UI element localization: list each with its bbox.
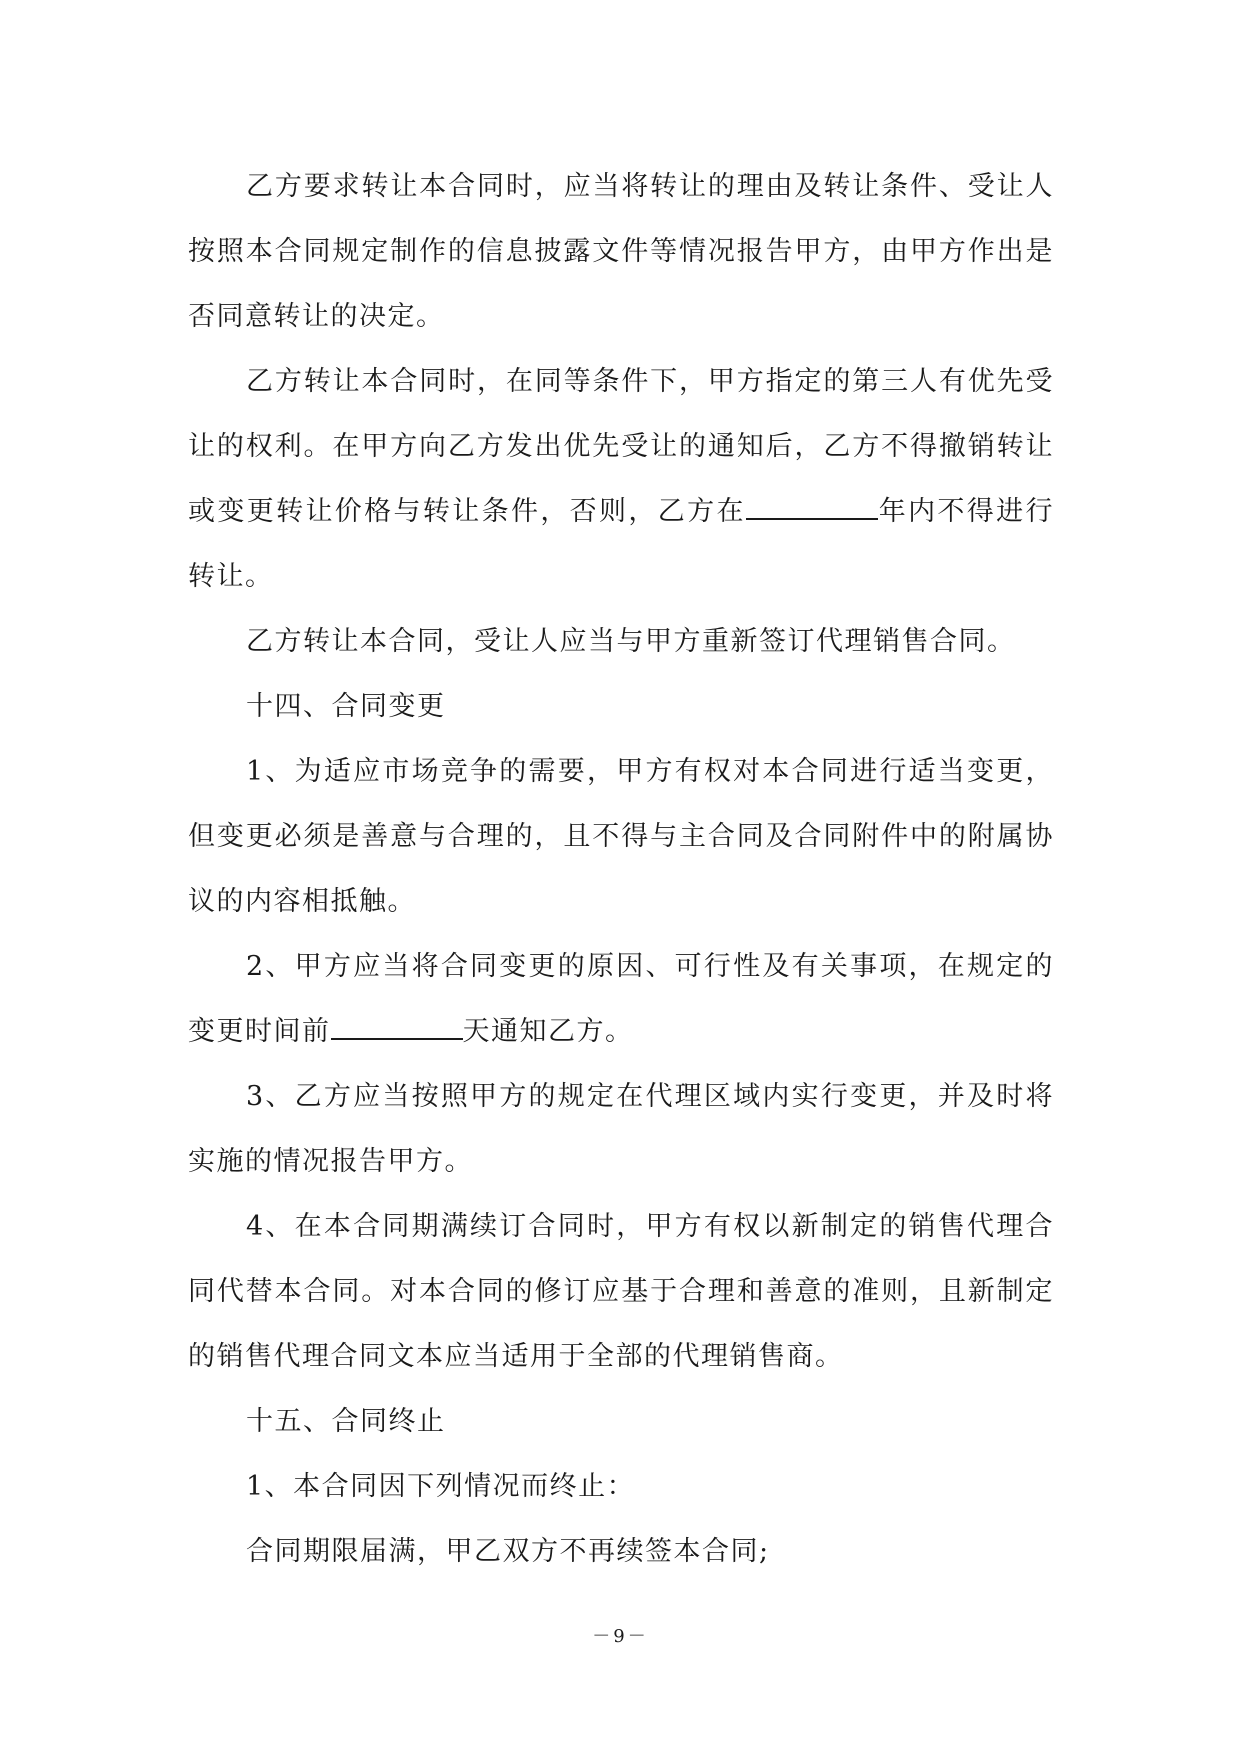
clause-change-2-tail: 天通知乙方。 [462, 1016, 634, 1047]
paragraph-priority-transfer-tail: 年内不得进行转让。 [188, 496, 1055, 592]
clause-change-1: 1、为适应市场竞争的需要，甲方有权对本合同进行适当变更，但变更必须是善意与合理的，且不得与主合同及合同附件中的附属协议的内容相抵触。 [188, 756, 1054, 917]
page-number: －9－ [592, 1626, 649, 1647]
document-body [188, 154, 1054, 1584]
blank-years-field [746, 490, 878, 520]
clause-change-2 [188, 934, 1054, 1064]
clause-change-3: 3、乙方应当按照甲方的规定在代理区域内实行变更，并及时将实施的情况报告甲方。 [188, 1081, 1054, 1177]
clause-change-2-text: 2、甲方应当将合同变更的原因、可行性及有关事项，在规定的变更时间前 [188, 951, 1054, 1047]
blank-days-field [331, 1010, 463, 1040]
clause-termination-1: 1、本合同因下列情况而终止： [246, 1471, 636, 1502]
section-heading-contract-change: 十四、合同变更 [246, 691, 446, 722]
clause-change-4: 4、在本合同期满续订合同时，甲方有权以新制定的销售代理合同代替本合同。对本合同的修订应基于合理和善意的准则，且新制定的销售代理合同文本应当适用于全部的代理销售商。 [188, 1211, 1054, 1372]
paragraph-transfer-request: 乙方要求转让本合同时，应当将转让的理由及转让条件、受让人按照本合同规定制作的信息披露文件等情况报告甲方，由甲方作出是否同意转让的决定。 [188, 171, 1054, 332]
clause-termination-1a: 合同期限届满，甲乙双方不再续签本合同; [246, 1536, 770, 1567]
paragraph-transferee-resign: 乙方转让本合同，受让人应当与甲方重新签订代理销售合同。 [246, 626, 1016, 657]
paragraph-priority-transfer [188, 349, 1054, 609]
paragraph-priority-transfer-text: 乙方转让本合同时，在同等条件下，甲方指定的第三人有优先受让的权利。在甲方向乙方发出优先受让的通知后，乙方不得撤销转让或变更转让价格与转让条件，否则，乙方在 [188, 366, 1054, 527]
section-heading-contract-termination: 十五、合同终止 [246, 1406, 446, 1437]
